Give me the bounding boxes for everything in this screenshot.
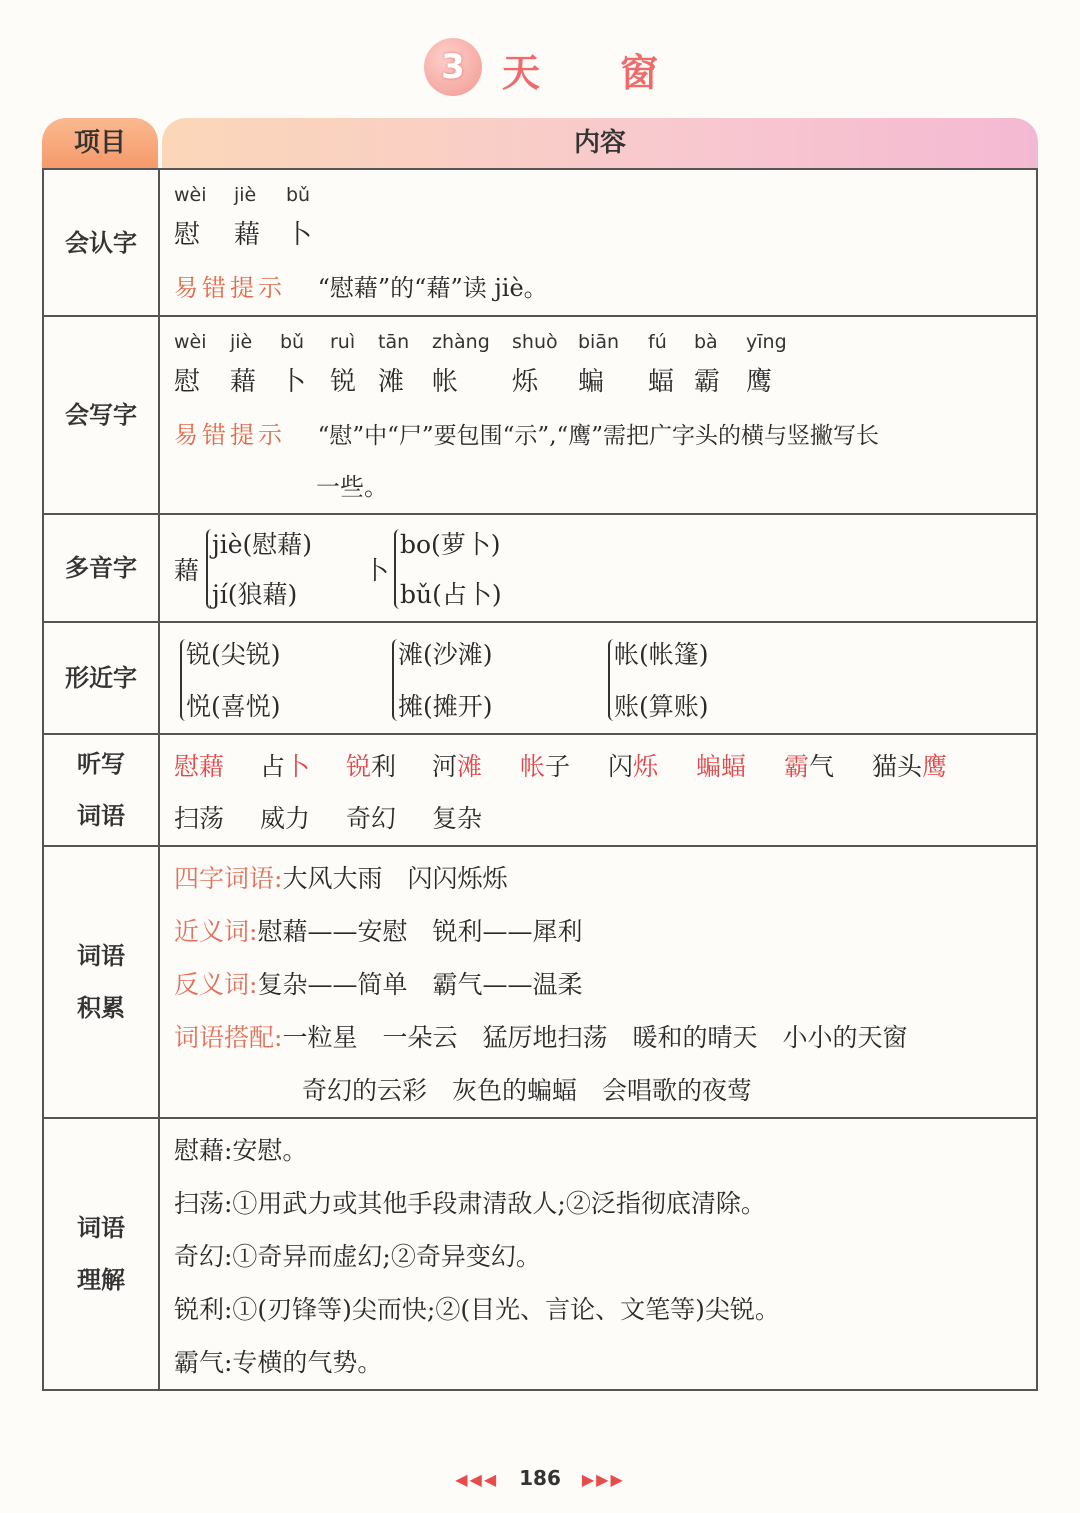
similar-word: 摊(摊开) bbox=[398, 692, 493, 721]
pinyin: shuò bbox=[512, 331, 558, 353]
char: 鹰 bbox=[746, 367, 773, 397]
pinyin-line bbox=[174, 331, 796, 353]
row-label-line: 听写 bbox=[77, 750, 125, 778]
char: 霸 bbox=[694, 367, 721, 397]
page-footer bbox=[0, 1466, 1080, 1496]
pinyin: zhàng bbox=[432, 331, 490, 353]
row-label: 形近字 bbox=[44, 623, 160, 733]
char: 卜 bbox=[286, 220, 313, 250]
poly-reading: jí(狼藉) bbox=[212, 580, 298, 609]
study-table bbox=[42, 168, 1038, 1391]
dictation-word: 闪烁 bbox=[608, 752, 659, 781]
dictation-word: 慰藉 bbox=[174, 752, 225, 781]
dictation-line-1 bbox=[174, 747, 947, 783]
similar-word: 账(算账) bbox=[614, 692, 709, 721]
error-tip bbox=[174, 415, 879, 450]
row-label bbox=[44, 847, 160, 1117]
dictation-word: 帐子 bbox=[520, 752, 571, 781]
pinyin: tān bbox=[378, 331, 410, 353]
accum-line: 近义词:慰藉——安慰 锐利——犀利 bbox=[174, 917, 583, 946]
row-label-line: 词语 bbox=[77, 942, 125, 970]
error-tip-continued bbox=[316, 467, 388, 502]
lesson-title bbox=[0, 34, 1080, 98]
char: 滩 bbox=[378, 367, 405, 397]
pinyin-line bbox=[174, 184, 338, 206]
row-label bbox=[44, 735, 160, 845]
row-label: 会写字 bbox=[44, 317, 160, 513]
title-char-2: 窗 bbox=[620, 51, 659, 95]
dictation-word: 扫荡 bbox=[174, 804, 225, 833]
char: 帐 bbox=[432, 367, 459, 397]
prev-arrows-icon: ◀◀◀ bbox=[455, 1470, 499, 1489]
pinyin: yīng bbox=[746, 331, 787, 353]
pinyin: wèi bbox=[174, 331, 207, 353]
row-polyphone bbox=[44, 513, 1036, 621]
pinyin: jiè bbox=[234, 184, 257, 206]
header-content: 内容 bbox=[162, 118, 1038, 168]
row-label bbox=[44, 1119, 160, 1389]
poly-char: 卜 bbox=[364, 556, 390, 585]
poly-char: 藉 bbox=[174, 556, 200, 585]
char: 卜 bbox=[280, 367, 307, 397]
row-label: 会认字 bbox=[44, 170, 160, 315]
definition-line: 慰藉:安慰。 bbox=[174, 1136, 308, 1165]
row-label: 多音字 bbox=[44, 515, 160, 621]
char: 慰 bbox=[174, 220, 201, 250]
next-arrows-icon: ▶▶▶ bbox=[581, 1470, 625, 1489]
definition-line: 锐利:①(刃锋等)尖而快;②(目光、言论、文笔等)尖锐。 bbox=[174, 1295, 780, 1324]
dictation-word: 奇幻 bbox=[346, 804, 397, 833]
accum-line: 词语搭配:一粒星 一朵云 猛厉地扫荡 暖和的晴天 小小的天窗 bbox=[174, 1023, 908, 1052]
pinyin: biān bbox=[578, 331, 620, 353]
page-number: 186 bbox=[519, 1466, 561, 1490]
similar-word: 帐(帐篷) bbox=[614, 640, 709, 669]
similar-word: 悦(喜悦) bbox=[186, 692, 281, 721]
row-understanding bbox=[44, 1117, 1036, 1389]
accum-line: 奇幻的云彩 灰色的蝙蝠 会唱歌的夜莺 bbox=[302, 1076, 753, 1105]
char: 蝠 bbox=[648, 367, 675, 397]
row-accumulation bbox=[44, 845, 1036, 1117]
char-line bbox=[174, 361, 796, 398]
pinyin: bǔ bbox=[286, 184, 311, 206]
dictation-word: 猫头鹰 bbox=[872, 752, 948, 781]
row-read bbox=[44, 170, 1036, 315]
pinyin: fú bbox=[648, 331, 667, 353]
char: 烁 bbox=[512, 367, 539, 397]
char: 慰 bbox=[174, 367, 201, 397]
char-line bbox=[174, 214, 338, 251]
dictation-word: 占卜 bbox=[260, 752, 311, 781]
poly-reading: bo(萝卜) bbox=[400, 530, 501, 559]
tip-label: 易错提示 bbox=[174, 421, 286, 449]
tip-text: “慰”中“尸”要包围“示”,“鹰”需把广字头的横与竖撇写长 bbox=[317, 423, 880, 449]
tip-label: 易错提示 bbox=[174, 274, 286, 302]
dictation-line-2 bbox=[174, 799, 482, 835]
dictation-word: 霸气 bbox=[784, 752, 835, 781]
title-char-1: 天 bbox=[502, 51, 541, 95]
accum-line: 反义词:复杂——简单 霸气——温柔 bbox=[174, 970, 583, 999]
pinyin: wèi bbox=[174, 184, 207, 206]
dictation-word: 复杂 bbox=[432, 804, 483, 833]
pinyin: bà bbox=[694, 331, 718, 353]
similar-word: 滩(沙滩) bbox=[398, 640, 493, 669]
dictation-word: 锐利 bbox=[346, 752, 397, 781]
poly-reading: jiè(慰藉) bbox=[212, 530, 313, 559]
tip-text: “慰藉”的“藉”读 jiè。 bbox=[317, 274, 548, 302]
dictation-word: 蝙蝠 bbox=[696, 752, 747, 781]
header-item: 项目 bbox=[42, 118, 158, 168]
char: 锐 bbox=[330, 367, 357, 397]
definition-line: 霸气:专横的气势。 bbox=[174, 1348, 383, 1377]
pinyin: bǔ bbox=[280, 331, 305, 353]
row-dictation bbox=[44, 733, 1036, 845]
dictation-word: 河滩 bbox=[432, 752, 483, 781]
row-label-line: 词语 bbox=[77, 802, 125, 830]
row-write bbox=[44, 315, 1036, 513]
row-similar bbox=[44, 621, 1036, 733]
char: 藉 bbox=[234, 220, 261, 250]
pinyin: jiè bbox=[230, 331, 253, 353]
row-label-line: 理解 bbox=[77, 1266, 125, 1294]
tip-text: 一些。 bbox=[316, 473, 388, 501]
similar-word: 锐(尖锐) bbox=[186, 640, 281, 669]
pinyin: ruì bbox=[330, 331, 356, 353]
definition-line: 扫荡:①用武力或其他手段肃清敌人;②泛指彻底清除。 bbox=[174, 1189, 766, 1218]
definition-line: 奇幻:①奇异而虚幻;②奇异变幻。 bbox=[174, 1242, 541, 1271]
poly-reading: bǔ(占卜) bbox=[400, 580, 502, 609]
accum-line: 四字词语:大风大雨 闪闪烁烁 bbox=[174, 864, 508, 893]
error-tip bbox=[174, 268, 548, 303]
char: 蝙 bbox=[578, 367, 605, 397]
dictation-word: 威力 bbox=[260, 804, 311, 833]
lesson-number-badge: 3 bbox=[424, 38, 482, 96]
row-label-line: 词语 bbox=[77, 1214, 125, 1242]
row-label-line: 积累 bbox=[77, 994, 125, 1022]
char: 藉 bbox=[230, 367, 257, 397]
